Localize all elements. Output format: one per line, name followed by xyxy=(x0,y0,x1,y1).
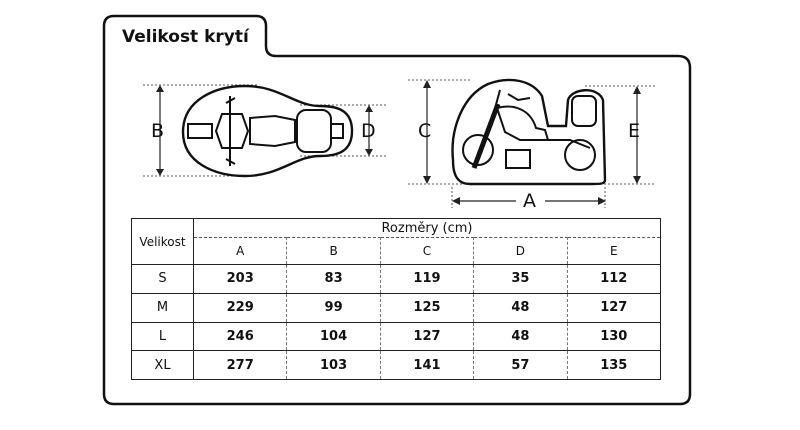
row-size-label: L xyxy=(132,322,194,351)
cell-value: 277 xyxy=(194,351,287,380)
cell-value: 130 xyxy=(567,322,660,351)
table-row-xl xyxy=(132,351,661,380)
table-row-s xyxy=(132,265,661,294)
column-header-c: C xyxy=(380,238,473,265)
dimension-label-a: A xyxy=(523,190,536,212)
cell-value: 135 xyxy=(567,351,660,380)
column-header-b: B xyxy=(287,238,380,265)
cell-value: 127 xyxy=(380,322,473,351)
column-header-a: A xyxy=(194,238,287,265)
cell-value: 83 xyxy=(287,265,380,294)
cell-value: 103 xyxy=(287,351,380,380)
cell-value: 35 xyxy=(474,265,567,294)
cell-value: 229 xyxy=(194,293,287,322)
row-size-label: M xyxy=(132,293,194,322)
cell-value: 57 xyxy=(474,351,567,380)
table-row-l xyxy=(132,322,661,351)
cell-value: 104 xyxy=(287,322,380,351)
top-view-diagram xyxy=(143,85,386,176)
cell-value: 48 xyxy=(474,293,567,322)
dimension-label-e: E xyxy=(628,120,641,142)
row-size-label: S xyxy=(132,265,194,294)
column-header-d: D xyxy=(474,238,567,265)
table-row-m xyxy=(132,293,661,322)
cell-value: 125 xyxy=(380,293,473,322)
dimension-label-c: C xyxy=(418,120,432,142)
dimension-label-d: D xyxy=(361,120,376,142)
cell-value: 112 xyxy=(567,265,660,294)
cell-value: 127 xyxy=(567,293,660,322)
dimensions-group-header: Rozměry (cm) xyxy=(194,219,661,238)
cell-value: 119 xyxy=(380,265,473,294)
cell-value: 99 xyxy=(287,293,380,322)
size-column-header: Velikost xyxy=(132,219,194,265)
cell-value: 141 xyxy=(380,351,473,380)
side-view-diagram xyxy=(408,80,656,208)
size-table xyxy=(131,218,661,380)
column-header-e: E xyxy=(567,238,660,265)
row-size-label: XL xyxy=(132,351,194,380)
cell-value: 246 xyxy=(194,322,287,351)
cell-value: 203 xyxy=(194,265,287,294)
page-title: Velikost krytí xyxy=(122,27,249,47)
dimension-label-b: B xyxy=(151,120,165,142)
cell-value: 48 xyxy=(474,322,567,351)
